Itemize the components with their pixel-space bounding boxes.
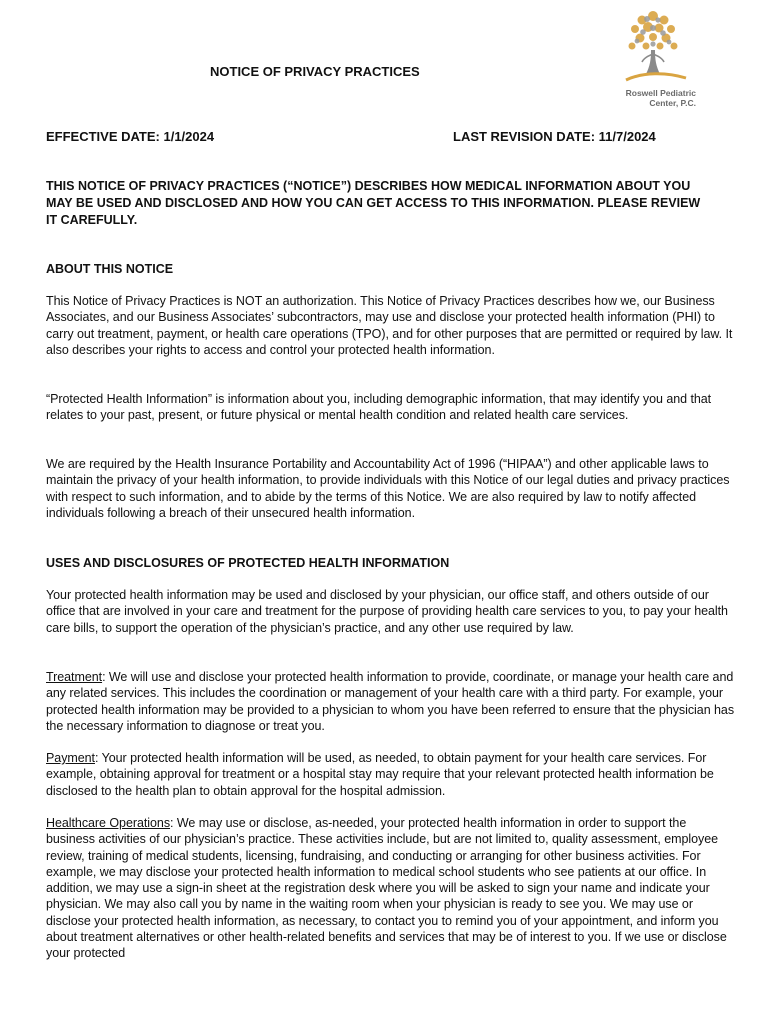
uses-paragraph-1: Your protected health information may be used and disclosed by your physician, our office staff, and others outside of our office that are involved in your care and treatment for the purpose of providing health care services to you, to pay your health care bills, to support the operation of the physician’s practice, and any other use required by law. [46, 588, 728, 635]
notice-statement: THIS NOTICE OF PRIVACY PRACTICES (“NOTICE”) DESCRIBES HOW MEDICAL INFORMATION ABOUT YOU MAY BE USED AND DISCLOSED AND HOW YOU CAN GET ACCESS TO THIS INFORMATION. PLEASE REVIEW IT CAREFULLY. [46, 179, 701, 227]
logo-text [604, 88, 696, 108]
uses-heading: USES AND DISCLOSURES OF PROTECTED HEALTH INFORMATION [46, 556, 450, 570]
about-heading: ABOUT THIS NOTICE [46, 262, 174, 276]
logo-line-1: Roswell Pediatric [625, 88, 696, 98]
effective-date: EFFECTIVE DATE: 1/1/2024 [46, 129, 215, 144]
about-paragraph-3: We are required by the Health Insurance Portability and Accountability Act of 1996 (“HIPAA”) and other applicable laws to maintain the privacy of your health information, to provide individuals with this Notice of our legal duties and privacy practices with respect to such information, and to abide by the terms of this Notice. We are also required by law to notify affected individuals following a breach of their unsecured health information. [46, 457, 730, 520]
about-paragraph-2: “Protected Health Information” is information about you, including demographic information, that may identify you and that relates to your past, present, or future physical or mental health condition and related health care services. [46, 392, 712, 423]
about-paragraph-1: This Notice of Privacy Practices is NOT an authorization. This Notice of Privacy Practices describes how we, our Business Associates, and our Business Associates’ subcontractors, may use and disclose your protected health information (PHI) to carry out treatment, payment, or health care operations (TPO), and for other purposes that are permitted or required by law. It also describes your rights to access and control your protected health information. [46, 294, 733, 357]
tree-logo-icon [618, 8, 688, 90]
document-title: NOTICE OF PRIVACY PRACTICES [210, 64, 420, 79]
payment-text: : Your protected health information will be used, as needed, to obtain payment for your health care services. For example, obtaining approval for treatment or a hospital stay may require that your relevant protected health information be disclosed to the health plan to obtain approval for the hospital admission. [46, 751, 714, 798]
treatment-label: Treatment [46, 670, 103, 684]
treatment-paragraph [46, 669, 736, 734]
payment-label: Payment [46, 751, 95, 765]
last-revision-date: LAST REVISION DATE: 11/7/2024 [453, 129, 656, 144]
operations-label: Healthcare Operations [46, 816, 171, 830]
operations-text: : We may use or disclose, as-needed, your protected health information in order to support the business activities of our physician’s practice. These activities include, but are not limited to, quality assessment, employee review, training of medical students, licensing, fundraising, and conducting or arranging for other business activities. For example, we may disclose your protected health information to medical school students who see patients at our office. In addition, we may use a sign-in sheet at the registration desk where you will be asked to sign your name and indicate your physician. We may also call you by name in the waiting room when your physician is ready to see you. We may use or disclose your protected health information, as necessary, to contact you to remind you of your appointment, and inform you about treatment alternatives or other health-related benefits and services that may be of interest to you. If we use or disclose your protected [46, 816, 727, 961]
logo-line-2: Center, P.C. [649, 98, 696, 108]
operations-paragraph [46, 815, 736, 962]
payment-paragraph [46, 750, 736, 799]
treatment-text: : We will use and disclose your protected health information to provide, coordinate, or manage your health care and any related services. This includes the coordination or management of your health care with a third party. For example, your protected health information may be provided to a physician to whom you have been referred to ensure that the physician has the necessary information to diagnose or treat you. [46, 670, 735, 733]
practice-logo [604, 8, 700, 108]
